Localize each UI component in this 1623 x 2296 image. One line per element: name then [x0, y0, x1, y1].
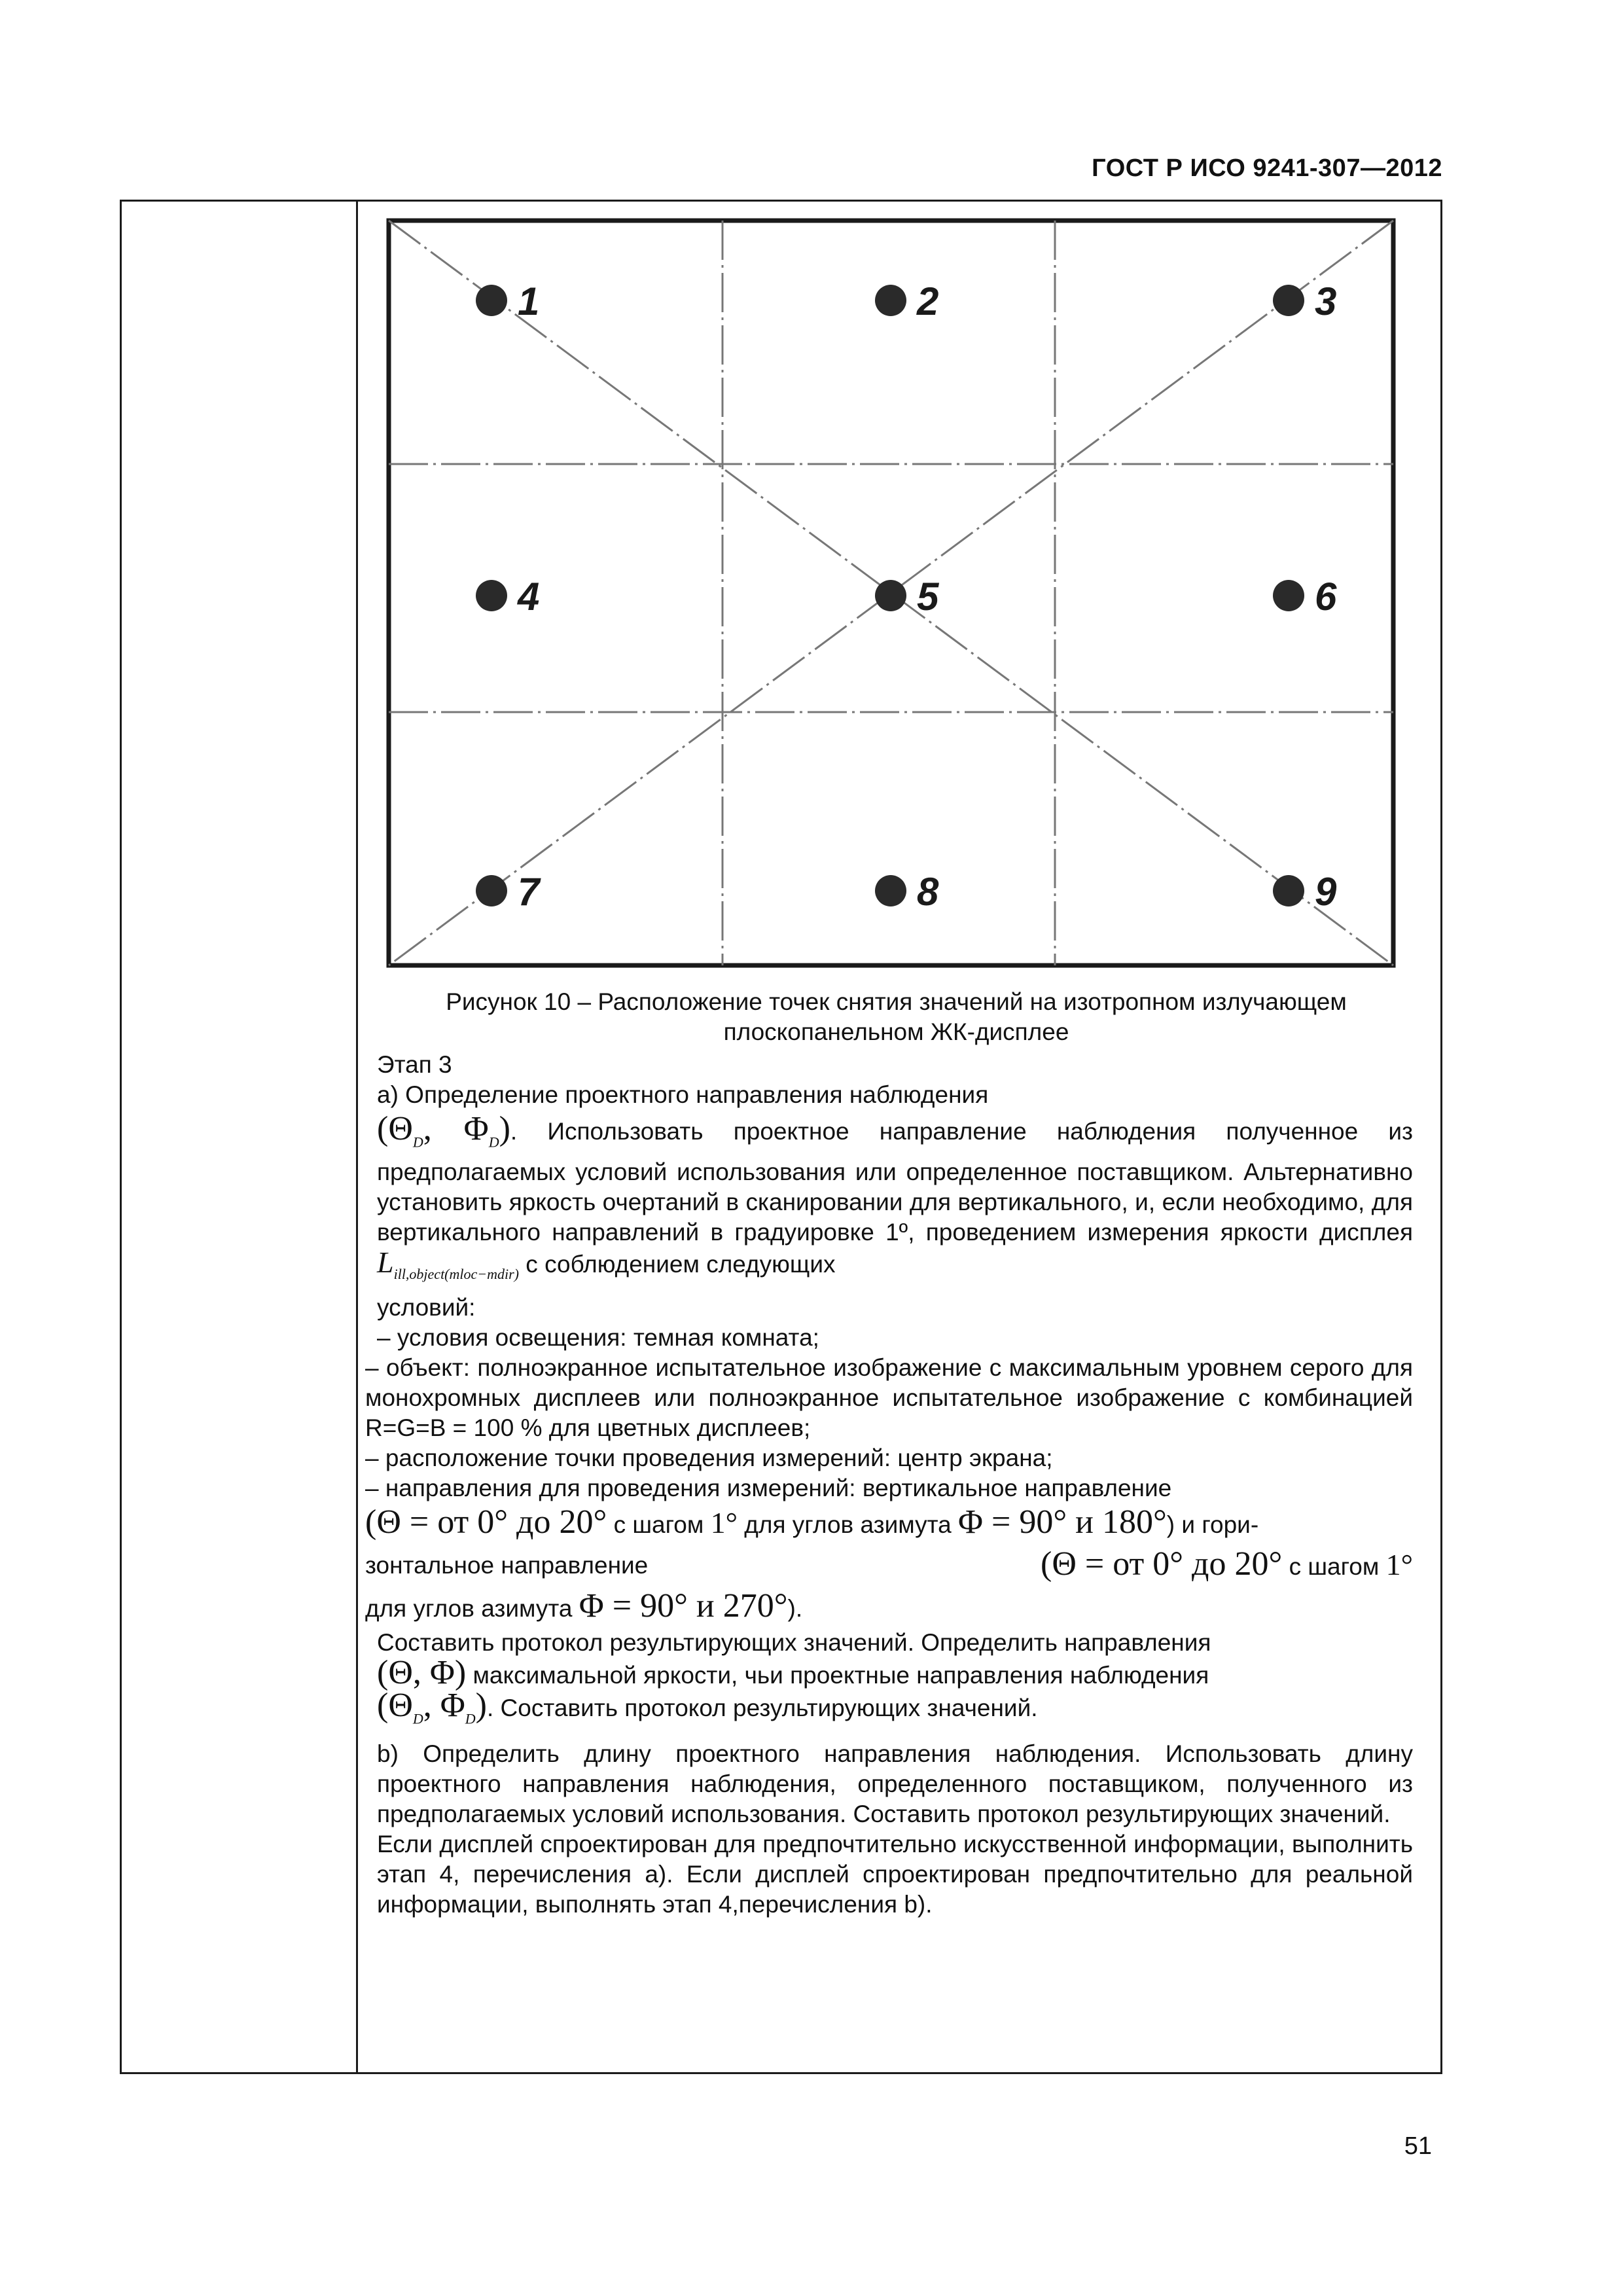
- document-header: ГОСТ Р ИСО 9241-307—2012: [1092, 154, 1442, 182]
- formula-theta-d-phi-d-2: ($\Theta_D$, $\Phi_D$): [377, 1686, 487, 1727]
- measurement-point: [1273, 875, 1304, 906]
- point-label: 7: [518, 870, 540, 914]
- point-label: 2: [917, 279, 939, 323]
- formula-vertical-azimuth: Φ = 90° и 180°: [958, 1503, 1167, 1541]
- figure-caption: Рисунок 10 – Расположение точек снятия значений на изотропном излучающем плоскопанельном ЖК-дисплее: [446, 988, 1347, 1045]
- stage-heading: Этап 3: [377, 1051, 452, 1078]
- conditions-label: условий:: [377, 1293, 476, 1321]
- vertical-direction-line: (Θ = от 0° до 20° с шагом 1° для углов азимута Φ = 90° и 180°) и гори-: [365, 1503, 1259, 1541]
- measurement-point: [875, 285, 906, 316]
- measurement-point: [1273, 580, 1304, 611]
- point-label: 8: [917, 870, 939, 914]
- record-paragraph-3: ($\Theta_D$, $\Phi_D$). Составить протокол результирующих значений.: [377, 1686, 1038, 1727]
- point-label: 5: [917, 575, 939, 619]
- measurement-point: [1273, 285, 1304, 316]
- item-a-title: а) Определение проектного направления наблюдения: [377, 1081, 989, 1108]
- point-label: 1: [518, 279, 540, 323]
- condition-item: – расположение точки проведения измерений: центр экрана;: [365, 1444, 1053, 1471]
- record-paragraph: Составить протокол результирующих значений. Определить направления: [377, 1628, 1211, 1656]
- point-label: 6: [1315, 575, 1337, 619]
- condition-item: – условия освещения: темная комната;: [377, 1323, 819, 1351]
- horizontal-direction-line: зонтальное направление (Θ = от 0° до 20° с шагом 1°: [365, 1545, 1413, 1583]
- measurement-points-figure: [385, 217, 1397, 969]
- measurement-point: [875, 580, 906, 611]
- formula-step: 1°: [710, 1505, 738, 1539]
- point-label: 3: [1315, 279, 1337, 323]
- measurement-point: [476, 580, 507, 611]
- point-label: 4: [518, 575, 540, 619]
- measurement-point: [476, 875, 507, 906]
- body-text: [365, 987, 1427, 1920]
- formula-theta-phi: (Θ, Φ): [377, 1653, 467, 1691]
- measurement-point: [476, 285, 507, 316]
- item-b-paragraph: b) Определить длину проектного направления наблюдения. Использовать длину проектного направления наблюдения, определенного поставщиком, полученного из предполагаемых условий использования. Составить протокол результирующих значений.: [377, 1740, 1413, 1827]
- page-number: 51: [1404, 2132, 1432, 2160]
- item-a-paragraph: ($\Theta_D$, $\Phi_D$). Использовать проектное направление наблюдения полученное из предполагаемых условий использования или определенное поставщиком. Альтернативно установить яркость очертаний в сканировании для вертикального, и, если необходимо, для вертикального направлений в градуировке 1º, проведением измерения яркости дисплея $L_{ill,object(mloc-mdir)}$ с соблюдением следующих: [377, 1110, 1414, 1283]
- formula-horizontal-range: (Θ = от 0° до 20° с шагом 1°: [1041, 1545, 1413, 1583]
- formula-luminance: $L_{ill,object(mloc-mdir)}$: [377, 1246, 520, 1283]
- formula-theta-d-phi-d: ($\Theta_D$, $\Phi_D$): [377, 1110, 510, 1151]
- final-paragraph: Если дисплей спроектирован для предпочтительно искусственной информации, выполнить этап 4, перечисления а). Если дисплей спроектирован предпочтительно для реальной информации, выполнять этап 4,перечисления b).: [377, 1830, 1413, 1918]
- record-paragraph-2: (Θ, Φ) максимальной яркости, чьи проектные направления наблюдения: [377, 1653, 1209, 1691]
- horizontal-azimuth-line: для углов азимута Φ = 90° и 270°).: [365, 1587, 803, 1624]
- condition-item: – направления для проведения измерений: вертикальное направление: [365, 1474, 1172, 1501]
- content-frame: [120, 200, 1442, 2074]
- formula-vertical-range: (Θ = от 0° до 20°: [365, 1503, 607, 1541]
- point-label: 9: [1315, 870, 1337, 914]
- left-column: [122, 202, 358, 2072]
- measurement-point: [875, 875, 906, 906]
- condition-item: – объект: полноэкранное испытательное изображение с максимальным уровнем серого для монохромных дисплеев или полноэкранное испытательное изображение с комбинацией R=G=B = 100 % для цветных дисплеев;: [365, 1354, 1413, 1441]
- formula-horizontal-azimuth: Φ = 90° и 270°: [579, 1587, 788, 1624]
